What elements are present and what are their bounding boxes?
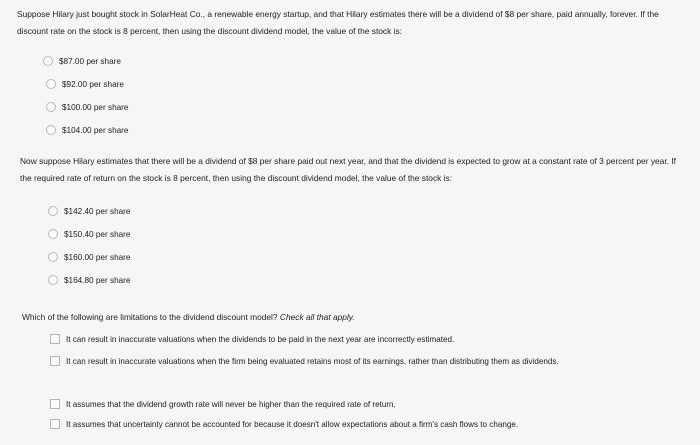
q1-option-3[interactable] [46, 102, 128, 112]
q3-option-4[interactable] [50, 416, 626, 433]
q1-option-1[interactable] [43, 56, 121, 66]
q1-option-3-label: $100.00 per share [62, 102, 129, 112]
q3-option-3-label: It assumes that the dividend growth rate will never be higher than the required rate of return. [66, 400, 396, 409]
q1-option-2[interactable] [46, 79, 124, 89]
q1-option-2-label: $92.00 per share [62, 79, 124, 89]
q2-option-4-label: $164.80 per share [64, 275, 131, 285]
checkbox[interactable] [50, 356, 60, 366]
checkbox[interactable] [50, 419, 60, 429]
radio-button[interactable] [48, 252, 58, 262]
checkbox[interactable] [50, 334, 60, 344]
radio-button[interactable] [46, 79, 56, 89]
radio-button[interactable] [48, 229, 58, 239]
radio-button[interactable] [43, 56, 53, 66]
q1-option-4[interactable] [46, 125, 128, 135]
q3-option-4-label: It assumes that uncertainty cannot be accounted for because it doesn't allow expectations about a firm's cash flows to change. [66, 420, 519, 429]
radio-button[interactable] [48, 206, 58, 216]
q2-option-2[interactable] [48, 229, 130, 239]
q3-option-1-label: It can result in inaccurate valuations when the dividends to be paid in the next year are incorrectly estimated. [66, 335, 455, 344]
checkbox[interactable] [50, 399, 60, 409]
q1-option-1-label: $87.00 per share [59, 56, 121, 66]
question-3-instruction: Check all that apply. [279, 312, 355, 322]
q1-option-4-label: $104.00 per share [62, 125, 129, 135]
radio-button[interactable] [46, 102, 56, 112]
q2-option-3-label: $160.00 per share [64, 252, 131, 262]
q3-option-2-label: It can result in inaccurate valuations when the firm being evaluated retains most of its earnings, rather than distributing them as dividends. [66, 357, 559, 366]
radio-button[interactable] [46, 125, 56, 135]
q2-option-2-label: $150.40 per share [64, 229, 131, 239]
q2-option-3[interactable] [48, 252, 130, 262]
question-2-text: Now suppose Hilary estimates that there will be a dividend of $8 per share paid out next year, and that the dividend is expected to grow at a constant rate of 3 percent per year. If the required rate of return on the stock is 8 percent, then using the discount dividend model, the value of the stock is: [20, 156, 676, 183]
q2-option-1-label: $142.40 per share [64, 206, 131, 216]
q2-option-1[interactable] [48, 206, 130, 216]
question-1-text: Suppose Hilary just bought stock in SolarHeat Co., a renewable energy startup, and that Hilary estimates there will be a dividend of $8 per share, paid annually, forever. If the discount rate on the stock is 8 percent, then using the discount dividend model, the value of the stock is: [17, 9, 659, 36]
question-3-prompt: Which of the following are limitations to the dividend discount model? [22, 312, 278, 322]
q3-option-3[interactable] [50, 396, 626, 413]
question-3-text [22, 309, 682, 326]
q3-option-1[interactable] [50, 331, 626, 348]
q3-option-2[interactable] [50, 353, 626, 370]
q2-option-4[interactable] [48, 275, 130, 285]
radio-button[interactable] [48, 275, 58, 285]
